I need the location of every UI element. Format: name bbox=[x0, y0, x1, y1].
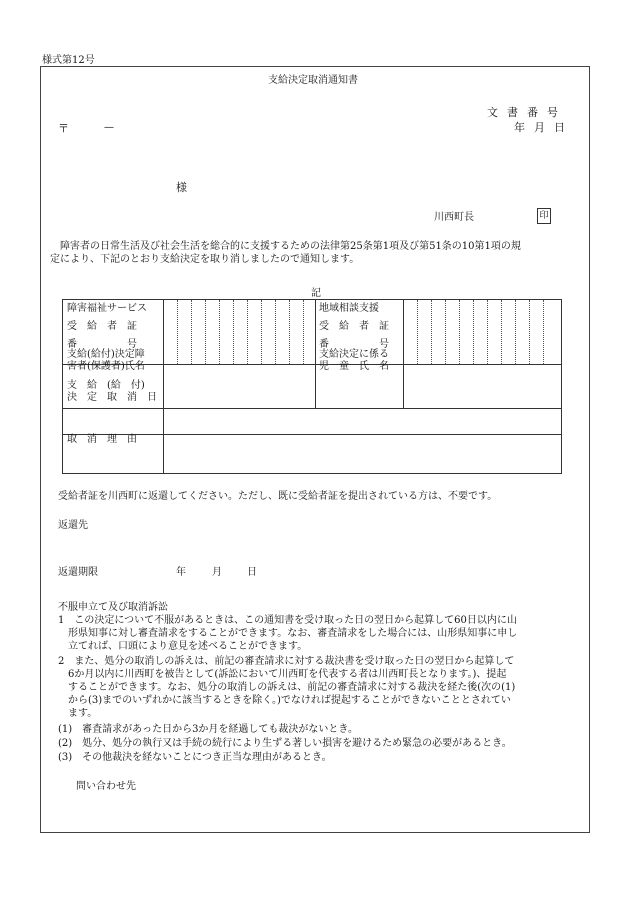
doc-number-char: 号 bbox=[547, 106, 558, 119]
appeal-line: (3) その他裁決を経ないことにつき正当な理由があるとき。 bbox=[58, 752, 332, 763]
deadline-year: 年 bbox=[176, 567, 186, 578]
intro-line: 障害者の日常生活及び社会生活を総合的に支援するための法律第25条第1項及び第51条の10第1項の規 bbox=[60, 241, 521, 252]
intro-paragraph bbox=[50, 240, 580, 266]
doc-number-char: 文 bbox=[487, 106, 507, 119]
appeal-line: 6か月以内に川西町を被告として(訴訟において川西町を代表する者は川西町長となります。)、提起 bbox=[68, 669, 507, 680]
cancellation-reason-cell[interactable] bbox=[164, 435, 560, 473]
intro-line: 定により、下記のとおり支給決定を取り消しましたので通知します。 bbox=[50, 254, 360, 265]
appeal-heading: 不服申立て及び取消訴訟 bbox=[58, 602, 168, 613]
document-number-label bbox=[487, 106, 558, 120]
addressee-suffix: 様 bbox=[176, 181, 187, 194]
postal-dash: — bbox=[104, 122, 114, 133]
cancellation-reason-label: 取 消 理 由 bbox=[67, 434, 137, 445]
appeal-line: 1 この決定について不服があるときは、この通知書を受け取った日の翌日から起算して60日以内に山 bbox=[58, 615, 517, 626]
issuer-name: 川西町長 bbox=[434, 212, 474, 223]
appeal-line: 2 また、処分の取消しの訴えは、前記の審査請求に対する裁決書を受け取った日の翌日から起算して bbox=[58, 656, 515, 667]
appeal-line: 立てれば、口頭により意見を述べることができます。 bbox=[68, 641, 308, 652]
recipient-name-cell[interactable] bbox=[164, 365, 314, 407]
recipient-name-label: 支給(給付)決定障 害者(保護者)氏名 bbox=[67, 349, 145, 372]
deadline-day: 日 bbox=[247, 567, 257, 578]
date-label bbox=[514, 121, 565, 135]
appeal-line: (1) 審査請求があった日から3か月を経過しても裁決がないとき。 bbox=[58, 724, 359, 735]
seal-stamp: 印 bbox=[537, 208, 551, 224]
ki-heading: 記 bbox=[311, 288, 321, 299]
appeal-line: から(3)までのいずれかに該当するときを除く。)でなければ提起することができないこととされてい bbox=[68, 695, 511, 706]
postal-mark: 〒 bbox=[58, 122, 69, 135]
date-month: 月 bbox=[534, 121, 554, 134]
beneficiary-cert-label: 障害福祉サービス 受 給 者 証 番 号 bbox=[67, 303, 147, 350]
return-to-label: 返還先 bbox=[58, 520, 88, 531]
cancellation-date-label: 支 給 (給 付) 決 定 取 消 日 bbox=[67, 380, 157, 403]
appeal-line: することができます。なお、処分の取消しの訴えは、前記の審査請求に対する裁決を経た後(次の(1) bbox=[68, 682, 516, 693]
document-title: 支給決定取消通知書 bbox=[268, 75, 358, 86]
deadline-month: 月 bbox=[212, 567, 222, 578]
appeal-line: ます。 bbox=[68, 708, 98, 719]
form-code: 様式第12号 bbox=[42, 55, 95, 66]
regional-support-cert-number-cell[interactable] bbox=[404, 301, 560, 363]
child-name-cell[interactable] bbox=[404, 365, 560, 407]
cancellation-date-cell[interactable] bbox=[164, 409, 560, 433]
appeal-line: (2) 処分、処分の執行又は手続の続行により生ずる著しい損害を避けるため緊急の必要があるとき。 bbox=[58, 738, 512, 749]
date-day: 日 bbox=[554, 121, 565, 134]
main-table bbox=[62, 299, 562, 474]
regional-support-cert-label: 地域相談支援 受 給 者 証 番 号 bbox=[319, 303, 389, 350]
doc-number-char: 番 bbox=[527, 106, 547, 119]
table-divider bbox=[315, 364, 316, 408]
inquiry-label: 問い合わせ先 bbox=[76, 781, 136, 792]
doc-number-char: 書 bbox=[507, 106, 527, 119]
child-name-label: 支給決定に係る 児 童 氏 名 bbox=[319, 349, 389, 372]
appeal-line: 形県知事に対し審査請求をすることができます。なお、審査請求をした場合には、山形県知事に申し bbox=[68, 628, 518, 639]
return-note: 受給者証を川西町に返還してください。ただし、既に受給者証を提出されている方は、不要です。 bbox=[58, 491, 498, 502]
beneficiary-cert-number-cell[interactable] bbox=[164, 301, 314, 363]
deadline-label: 返還期限 bbox=[58, 567, 98, 578]
date-year: 年 bbox=[514, 121, 534, 134]
